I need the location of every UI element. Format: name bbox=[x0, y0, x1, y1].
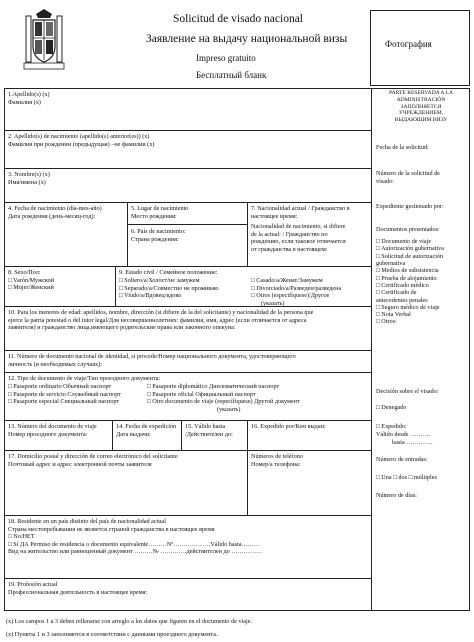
field-profesion[interactable]: 19. Profesión actual Профессиональная деятельность в настоящее время: bbox=[8, 581, 148, 596]
field-documento-identidad[interactable]: 11. Número de documento nacional de identidad, si procede/Номер национального документа, удостоверяющего личность (в необходимых случаях): bbox=[8, 353, 296, 368]
tipo-documento-options-2[interactable]: □ Pasaporte diplomático Дипломатический паспорт □ Pasaporte oficial Официальный паспорт □ Otro documento de viaje (especifíquese) Другой документ (указать) bbox=[147, 383, 300, 413]
footer-note-es: (x) Los campos 1 a 3 deben rellenarse con arreglo a los datos que figuren en el documento de viaje. bbox=[6, 618, 253, 625]
estado-civil-options-2[interactable]: □ Casado/a/Женат/Замужем □ Divorciado/a/Разведен/разведена □ Otros (especifíquese)/Другое (указать) bbox=[251, 277, 342, 307]
expediente-label: Expediente gestionado por: bbox=[376, 203, 444, 210]
num-entradas-label: Número de entradas: bbox=[376, 456, 428, 463]
field-domicilio[interactable]: 17. Domicilio postal y dirección de correo electrónico del solicitante Почтовый адрес и адрес электронной почты заявителя bbox=[8, 453, 178, 468]
field-expedido-por[interactable]: 16. Expedido por/Кем выдан: bbox=[251, 423, 326, 430]
field-estado-civil-label: 9. Estado civil / Семейное положение: bbox=[119, 269, 218, 276]
field-valido-hasta[interactable]: 15. Válido hasta /Действителен до: bbox=[185, 423, 233, 438]
reserved-title: PARTE RESERVADA A LA ADMINISTRACIÓN ЗАПОЛНЯЕТСЯ УЧРЕЖДЕНИЕМ, ВЫДАЮЩИМ ВИЗУ bbox=[388, 90, 454, 124]
title-es: Solicitud de visado nacional bbox=[173, 13, 303, 25]
tipo-documento-options-1[interactable]: □ Pasaporte ordinario Обычный паспорт □ Pasaporte de servicio Служебный паспорт □ Pasaporte especial Специальный паспорт bbox=[8, 383, 121, 406]
reserved-frame bbox=[371, 88, 470, 611]
decision-label: Decisión sobre el visado: bbox=[376, 388, 439, 395]
field-tipo-documento-label: 12. Tipo de documento de viaje/Тип проездного документа: bbox=[8, 375, 161, 382]
field-lugar-nacimiento[interactable]: 5. Lugar de nacimiento Место рождения: bbox=[131, 205, 189, 220]
field-fecha-expedicion[interactable]: 14. Fecha de expedición Дата выдачи: bbox=[116, 423, 177, 438]
fecha-solicitud-label: Fecha de la solicitud: bbox=[376, 144, 429, 151]
field-sexo[interactable]: 8. Sexo/Пол: □ Varón/Мужской □ Mujer/Женский bbox=[8, 269, 55, 292]
documentos-label: Documentos presentados: bbox=[376, 226, 440, 233]
field-apellidos[interactable]: 1.Apellido(s) (x) Фамилия (x) bbox=[8, 91, 50, 106]
field-telefono[interactable]: Números de teléfono Номер/а телефона: bbox=[251, 453, 303, 468]
field-numero-documento[interactable]: 13. Número del documento de viaje Номер проездного документа: bbox=[8, 423, 97, 438]
photo-label: Фотография bbox=[385, 39, 432, 49]
denegado-checkbox[interactable]: □ Denegado bbox=[376, 404, 407, 411]
num-dias-label: Número de días: bbox=[376, 492, 417, 499]
field-residente[interactable]: 18. Residente en un país distinto del país de nacionalidad actual Страна местопребывания не является страной гражданства в настоящее время □ No/НЕТ □ Sí ДА Permiso de residencia o documento equivalente………Nº………………Válido hasta……… Вид на жительство или равноценный документ ………№ ………….действителен до …………… bbox=[8, 518, 263, 556]
field-apellidos-nacimiento[interactable]: 2. Apellido(s) de nacimiento (apellido(s) anterior(es)) (x) Фамилия при рождении (предыдущая) –не фамилии (x) bbox=[8, 133, 155, 148]
field-pais-nacimiento[interactable]: 6. País de nacimiento: Страна рождения: bbox=[131, 228, 186, 243]
subtitle-ru: Бесплатный бланк bbox=[196, 70, 267, 80]
entradas-options[interactable]: □ Una □ dos □ múltiples bbox=[376, 474, 437, 481]
coat-of-arms-icon bbox=[22, 8, 66, 72]
estado-civil-options-1[interactable]: □ Soltero/a/Холост/не замужем □ Separado/a/Совместно не проживаю □ Viudo/a/Вдовец/вдова bbox=[119, 277, 219, 300]
field-fecha-nacimiento[interactable]: 4. Fecha de nacimiento (día-mes-año) Дата рождения (день-месяц-год): bbox=[8, 205, 102, 220]
subtitle-es: Impreso gratuito bbox=[196, 53, 256, 63]
field-nombre[interactable]: 3. Nombre(s) (x) Имя/имена (x) bbox=[8, 171, 50, 186]
documentos-list: □ Documento de viaje □ Autorización gubernativa □ Solicitud de autorización gubernativa □ Medios de subsistencia □ Prueba de alojamiento □ Certificado médico □ Certificado de antecedentes penales □ Seguro médico de viaje □ Nota Verbal □ Otros: bbox=[376, 238, 444, 326]
field-menores[interactable]: 10. Para los menores de edad: apellidos, nombre, dirección (si difiere de la del solicitante) y nacionalidad de la persona que ejerce la patria potestad o del tutor legal/Для несовершеннолетних: фамилия, имя, адрес (если отличается от адреса заявителя) и гражданство лица,имеющего родительские права или законного опекуна: bbox=[8, 309, 314, 332]
hasta-label: hasta …………. bbox=[392, 439, 433, 446]
field-nacionalidad[interactable]: 7. Nacionalidad actual / Гражданство в настоящее время: Nacionalidad de nacimiento, si difiere de la actual: / Гражданство по рождению, если таковое отличается от гражданства в настоящем: bbox=[251, 205, 350, 253]
numero-solicitud-label: Número de la solicitud de visado: bbox=[376, 170, 440, 185]
footer-note-ru: (x) Пункты 1 и 3 заполняются в соответствии с данными проездного документа. bbox=[6, 631, 218, 638]
title-ru: Заявление на выдачу национальной визы bbox=[146, 33, 348, 45]
valido-desde-label: Válido desde ………. bbox=[376, 431, 431, 438]
expedido-checkbox[interactable]: □ Expedido: bbox=[376, 423, 407, 430]
